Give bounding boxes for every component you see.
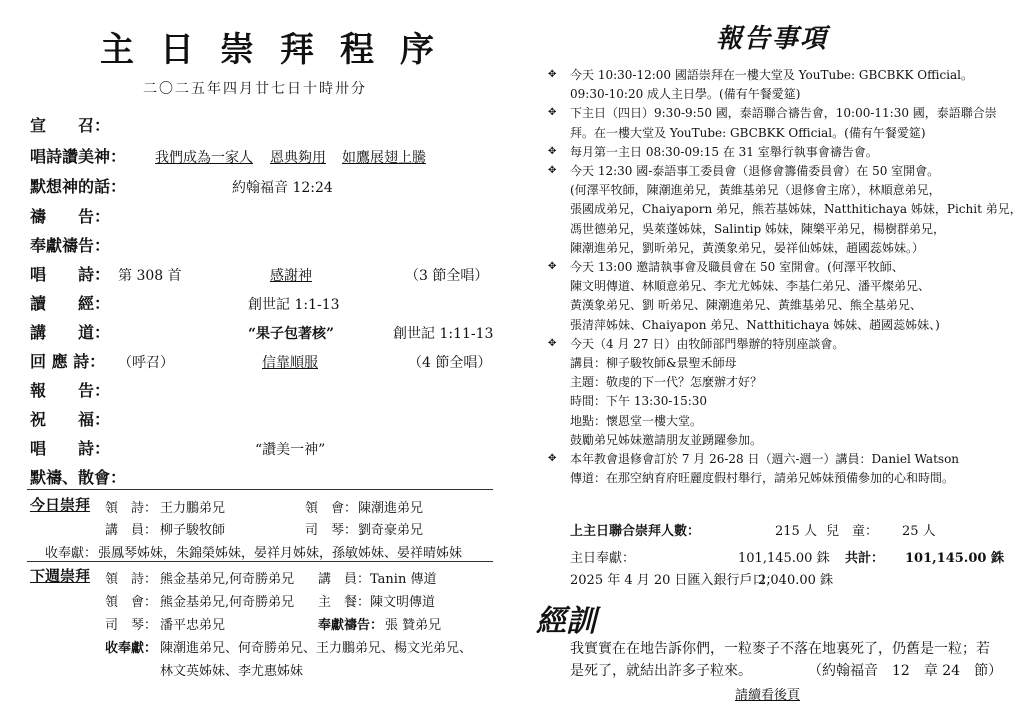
next-worship-leader: 熊金基弟兄,何奇勝弟兄 [160, 595, 295, 610]
announcement-line: 下主日（四日）9:30-9:50 國，泰語聯合禱告會，10:00-11:30 國，泰語聯合崇 [570, 106, 997, 121]
reading-ref: 創世記 1:1-13 [248, 297, 340, 313]
verse-line-2: 是死了，就結出許多子粒來。 [570, 663, 752, 679]
announcement-line: 黃漢象弟兄、劉 昕弟兄、陳潮進弟兄、黃維基弟兄、熊全基弟兄、 [570, 298, 922, 313]
next-speaker-label: 講 員： [318, 572, 371, 587]
divider [27, 489, 493, 490]
announcement-line: 陳潮進弟兄，劉昕弟兄，黃漢象弟兄，晏祥仙姊妹，趙國蕊姊妹。） [570, 240, 925, 255]
announcement-line: 拜。在一樓大堂及 YouTube: GBCBKK Official。(備有午餐愛筵) [570, 125, 926, 140]
next-offering-prayer: 張 贊弟兄 [385, 618, 442, 633]
response-note: （4 節全唱） [408, 355, 492, 371]
total-label: 共計： [845, 551, 885, 566]
attendance-children-label: 兒 童： [826, 524, 879, 539]
hymn2-song: “讚美一神” [255, 442, 326, 458]
bullet-icon: ✥ [548, 337, 557, 349]
offering-prayer-label: 奉獻禱告： [30, 236, 111, 255]
page-title: 主日崇拜程序 [100, 30, 460, 70]
continue-note: 請續看後頁 [735, 688, 801, 703]
sermon-title: “果子包著核” [248, 326, 335, 342]
offering-label: 主日奉獻： [570, 551, 636, 566]
offering-amount: 101,145.00 銖 [738, 551, 830, 566]
announcement-line: 鼓勵弟兄姊妹邀請朋友並踴躍參加。 [570, 432, 763, 447]
next-offering-line-2: 林文英姊妹、李尤惠姊妹 [160, 664, 304, 679]
announcement-line: (何澤平牧師，陳潮進弟兄，黃維基弟兄（退修會主席），林順意弟兄， [570, 183, 941, 198]
attendance-adults: 215 人 [775, 524, 817, 539]
reading-label: 讀 經： [30, 294, 111, 313]
today-pianist-label: 司 琴： [305, 523, 358, 538]
verse-reference: （約翰福音 12 章 24 節） [808, 663, 1003, 679]
response-prefix: （呼召） [118, 355, 174, 371]
sermon-label: 講 道： [30, 323, 111, 342]
hymn1-number: 第 308 首 [118, 268, 182, 284]
today-worship-leader-label: 領 會： [305, 501, 358, 516]
today-speaker: 柳子駿牧師 [160, 523, 226, 538]
bullet-icon: ✥ [548, 261, 557, 272]
next-hymn-leader: 熊金基弟兄,何奇勝弟兄 [160, 572, 295, 587]
hymn1-note: （3 節全唱） [405, 268, 489, 284]
hymn2-label: 唱 詩： [30, 439, 111, 458]
today-worship-leader: 陳潮進弟兄 [358, 501, 424, 516]
praise-song-1: 我們成為一家人 [155, 150, 253, 166]
hymn1-song: 感謝神 [270, 268, 312, 284]
bullet-icon: ✥ [548, 165, 557, 176]
proclamation-label: 宣 召： [30, 116, 111, 135]
next-hymn-leader-label: 領 詩： [105, 572, 158, 587]
bullet-icon: ✥ [548, 69, 557, 80]
bullet-icon: ✥ [548, 145, 557, 157]
today-speaker-label: 講 員： [105, 523, 158, 538]
next-speaker: Tanin 傳道 [370, 572, 437, 587]
next-offering-line-1: 陳潮進弟兄、何奇勝弟兄、王力鵬弟兄、楊文光弟兄、 [160, 641, 473, 656]
benediction-label: 祝 福： [30, 410, 111, 429]
divider [27, 561, 493, 562]
meditation-ref: 約翰福音 12:24 [232, 180, 333, 196]
announcement-line: 每月第一主日 08:30-09:15 在 31 室舉行執事會禱告會。 [570, 144, 878, 159]
verse-line-1: 我實實在在地告訴你們，一粒麥子不落在地裏死了，仍舊是一粒；若 [570, 641, 990, 657]
bullet-icon: ✥ [548, 453, 557, 464]
response-label: 回 應 詩： [30, 352, 106, 371]
today-section-title: 今日崇拜 [30, 496, 91, 514]
announcement-line: 09:30-10:20 成人主日學。(備有午餐愛筵) [570, 87, 801, 102]
meditation-label: 默想神的話： [30, 177, 127, 196]
total-amount: 101,145.00 銖 [905, 551, 1004, 566]
announcements-title: 報告事項 [716, 24, 829, 54]
praise-song-2: 恩典夠用 [270, 150, 326, 166]
praise-label: 唱詩讚美神： [30, 147, 127, 166]
announcement-line: 張清萍姊妹、Chaiyapon 弟兄、Natthitichaya 姊妹、趙國蕊姊妹、) [570, 317, 940, 332]
sermon-ref: 創世記 1:11-13 [393, 326, 494, 342]
motto-title: 經訓 [536, 604, 596, 639]
today-hymn-leader-label: 領 詩： [105, 501, 158, 516]
announcement-line: 今天 12:30 國-泰語事工委員會（退修會籌備委員會）在 50 室開會。 [570, 164, 940, 178]
attendance-label: 上主日聯合崇拜人數： [570, 524, 701, 539]
announcement-line: 今天 13:00 邀請執事會及職員會在 50 室開會。(何澤平牧師、 [570, 260, 904, 274]
attendance-children: 25 人 [902, 524, 936, 539]
announcement-line: 講員：柳子駿牧師&景聖禾師母 [570, 356, 737, 370]
announcement-line: 傳道：在那空納育府旺麗度假村舉行，請弟兄姊妹預備參加的心和時間。 [570, 471, 955, 486]
today-hymn-leader: 王力鵬弟兄 [160, 501, 226, 516]
announcement-line: 今天 10:30-12:00 國語崇拜在一樓大堂及 YouTube: GBCBKK Official。 [570, 68, 973, 82]
next-offering-label: 收奉獻： [105, 641, 158, 656]
announcement-line: 時間：下午 13:30-15:30 [570, 394, 708, 409]
bank-label: 2025 年 4 月 20 日匯入銀行戶口： [570, 573, 779, 588]
announcement-line: 地點：懷恩堂一樓大堂。 [570, 413, 703, 428]
next-meal-label: 主 餐： [318, 595, 371, 610]
next-meal: 陳文明傳道 [370, 595, 436, 610]
hymn1-label: 唱 詩： [30, 265, 111, 284]
announcement-line: 張國成弟兄，Chaiyaporn 弟兄，熊若基姊妹，Natthitichaya 姊妹，Pichit 弟兄， [570, 202, 1022, 217]
response-song: 信靠順服 [262, 355, 318, 371]
announcements-label: 報 告： [30, 381, 111, 400]
bullet-icon: ✥ [548, 107, 557, 119]
announcement-line: 主題：敬虔的下一代？怎麼辦才好？ [570, 375, 763, 390]
next-pianist: 潘平忠弟兄 [160, 618, 226, 633]
bank-amount: 2,040.00 銖 [758, 573, 834, 588]
today-pianist: 劉奇豪弟兄 [358, 523, 424, 538]
praise-song-3: 如鷹展翅上騰 [342, 150, 426, 166]
closing-label: 默禱、散會： [30, 468, 127, 487]
today-offering-label: 收奉獻： [45, 546, 98, 561]
prayer-label: 禱 告： [30, 207, 111, 226]
announcement-line: 馮世德弟兄，吳萊蓬姊妹，Salintip 姊妹，陳樂平弟兄，楊樹群弟兄， [570, 221, 945, 236]
next-pianist-label: 司 琴： [105, 618, 158, 633]
next-offering-prayer-label: 奉獻禱告： [318, 618, 384, 633]
announcement-line: 本年教會退修會訂於 7 月 26-28 日（週六-週一）講員：Daniel Watson [570, 452, 960, 466]
today-offering: 張鳳琴姊妹，朱錦榮姊妹，晏祥月姊妹，孫敏姊妹、晏祥晴姊妹 [98, 546, 463, 561]
announcement-line: 今天（4 月 27 日）由牧師部門舉辦的特別座談會。 [570, 336, 845, 351]
next-section-title: 下週崇拜 [30, 567, 91, 585]
service-date: 二〇二五年四月廿七日十時卅分 [143, 81, 367, 97]
announcement-line: 陳文明傳道、林順意弟兄、李尤尤姊妹、李基仁弟兄、潘平燦弟兄、 [570, 279, 931, 294]
next-worship-leader-label: 領 會： [105, 595, 158, 610]
